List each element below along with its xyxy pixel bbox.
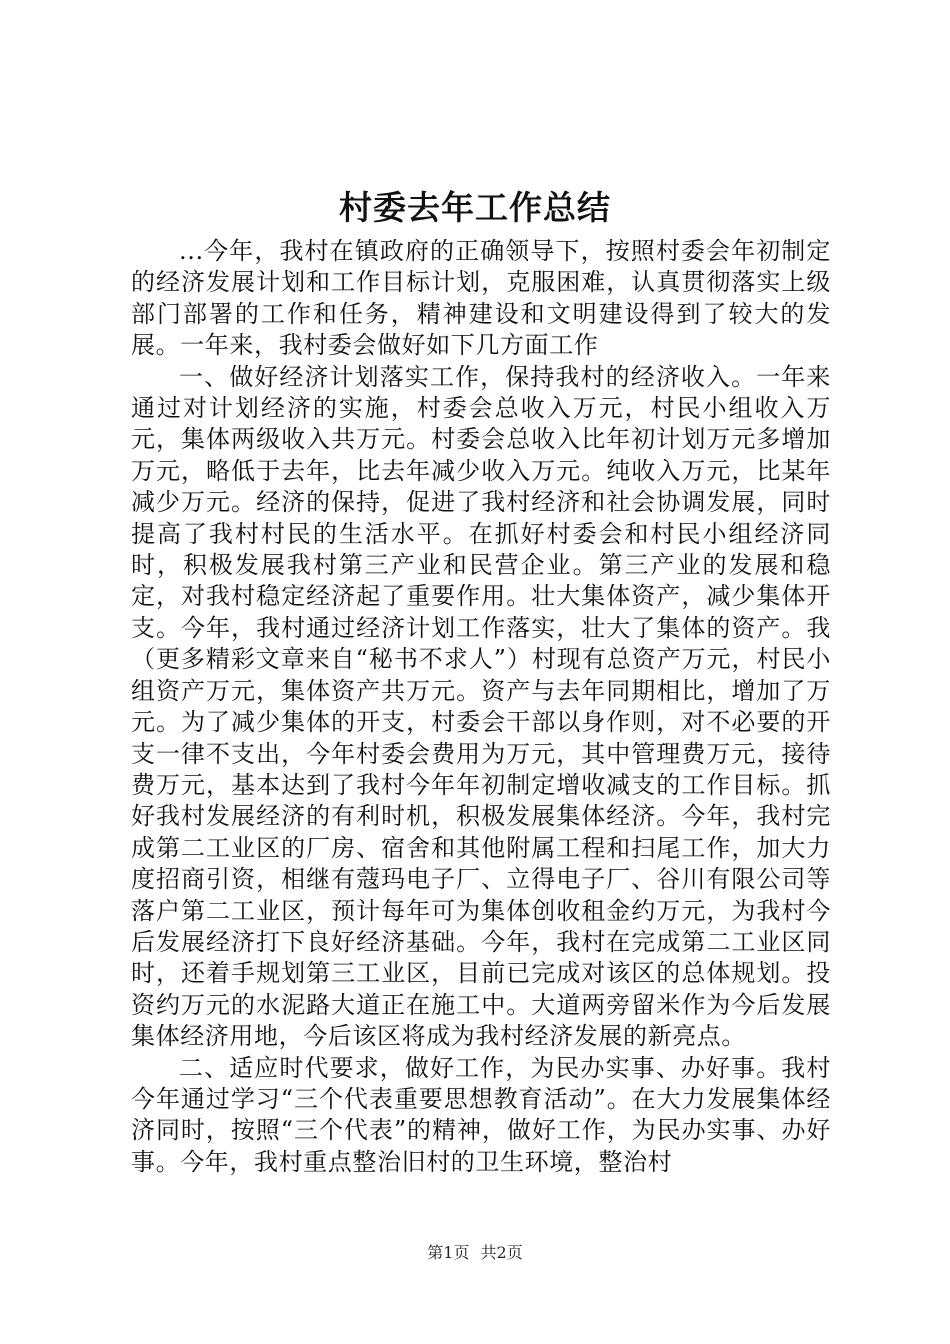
- page-number: 第1页: [427, 1243, 470, 1262]
- paragraph-intro: ...今年，我村在镇政府的正确领导下，按照村委会年初制定的经济发展计划和工作目标计划，克服困难，认真贯彻落实上级部门部署的工作和任务，精神建设和文明建设得到了较大的发展。一年来，我村委会做好如下几方面工作: [131, 237, 831, 360]
- document-body: [131, 236, 831, 1178]
- paragraph-public-service: 二、适应时代要求，做好工作，为民办实事、办好事。我村今年通过学习“三个代表重要思想教育活动”。在大力发展集体经济同时，按照“三个代表”的精神，做好工作，为民办实事、办好事。今年，我村重点整治旧村的卫生环境，整治村: [131, 1053, 831, 1176]
- paragraph-economy: 一、做好经济计划落实工作，保持我村的经济收入。一年来通过对计划经济的实施，村委会总收入万元，村民小组收入万元，集体两级收入共万元。村委会总收入比年初计划万元多增加万元，略低于去年，比去年减少收入万元。纯收入万元，比某年减少万元。经济的保持，促进了我村经济和社会协调发展，同时提高了我村村民的生活水平。在抓好村委会和村民小组经济同时，积极发展我村第三产业和民营企业。第三产业的发展和稳定，对我村稳定经济起了重要作用。壮大集体资产，减少集体开支。今年，我村通过经济计划工作落实，壮大了集体的资产。我（更多精彩文章来自“秘书不求人”）村现有总资产万元，村民小组资产万元，集体资产共万元。资产与去年同期相比，增加了万元。为了减少集体的开支，村委会干部以身作则，对不必要的开支一律不支出，今年村委会费用为万元，其中管理费万元，接待费万元，基本达到了我村今年年初制定增收减支的工作目标。抓好我村发展经济的有利时机，积极发展集体经济。今年，我村完成第二工业区的厂房、宿舍和其他附属工程和扫尾工作，加大力度招商引资，相继有蔻玛电子厂、立得电子厂、谷川有限公司等落户第二工业区，预计每年可为集体创收租金约万元，为我村今后发展经济打下良好经济基础。今年，我村在完成第二工业区同时，还着手规划第三工业区，目前已完成对该区的总体规划。投资约万元的水泥路大道正在施工中。大道两旁留米作为今后发展集体经济用地，今后该区将成为我村经济发展的新亮点。: [131, 362, 831, 1051]
- page-total: 共2页: [480, 1243, 523, 1262]
- document-title: 村委去年工作总结: [339, 188, 611, 227]
- page-footer: [0, 1241, 950, 1265]
